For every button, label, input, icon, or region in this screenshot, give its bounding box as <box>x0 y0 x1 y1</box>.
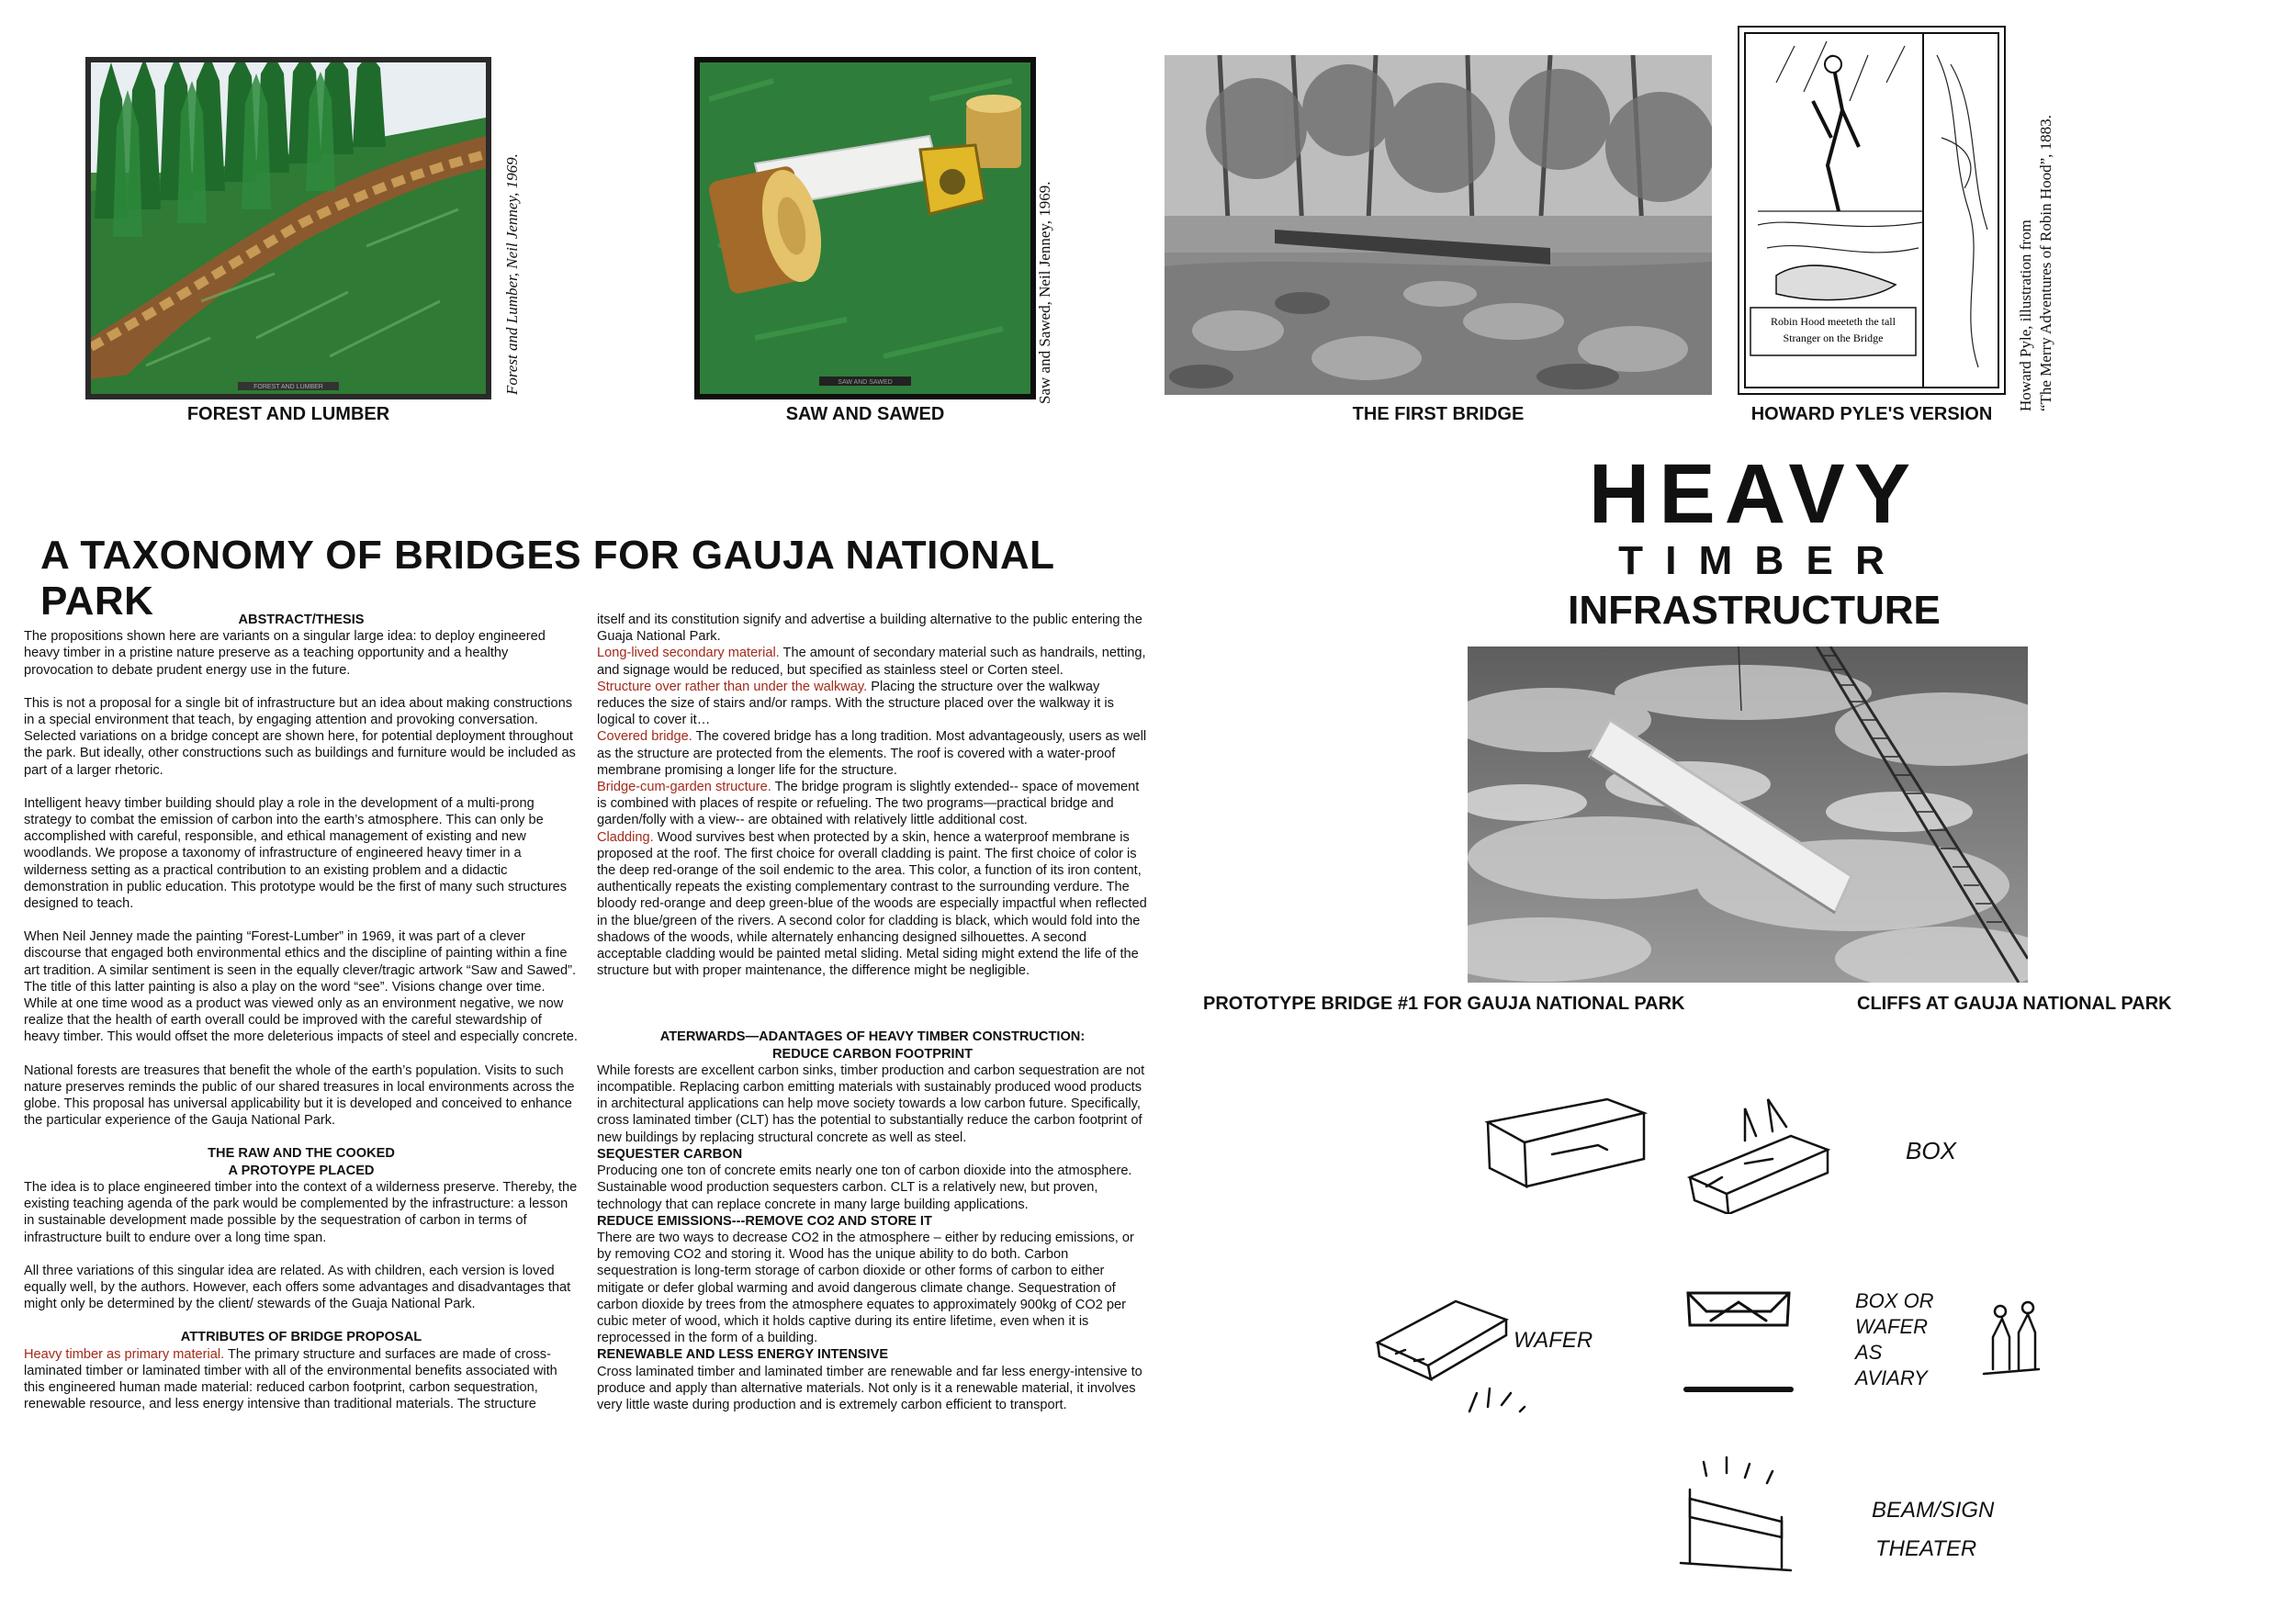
sketch-box <box>1469 1058 1965 1214</box>
prototype-paragraph-2: All three variations of this singular idea are related. As with children, each version is loved equally well, by the authors. However, each offers some advantages and disadvantages that might only be determined by the client/ stewards of the Guaja National Park. <box>24 1263 571 1312</box>
attribute-cladding: Cladding. Wood survives best when protected by a skin, hence a waterproof membrane is proposed at the roof. The first choice for overall cladding is paint. The first choice of color is the deep red-orange of the soil endemic to the area. This color, a function of its iron content, authentically repeats the existing complementary contrast to the surrounding verdure. The bloody red-orange and deep green-blue of the woods are especially impactful when reflected in the blue/green of the rivers. A second color for cladding is black, which would fold into the shadows of the woods, while alternately enhancing designed silhouettes. A second acceptable cladding would be painted metal sliding. Metal siding might extend the life of the structure but with proper maintenance, the difference might be negligible. <box>597 829 1147 979</box>
sequester-carbon-heading: SEQUESTER CARBON <box>597 1146 743 1162</box>
pyle-credit-line-1: Howard Pyle, illustration from <box>2017 219 2034 411</box>
cliffs-caption: CLIFFS AT GAUJA NATIONAL PARK <box>1857 994 2172 1014</box>
reduce-emissions-heading: REDUCE EMISSIONS---REMOVE CO2 AND STORE IT <box>597 1213 932 1229</box>
reduce-carbon-heading: REDUCE CARBON FOOTPRINT <box>771 1046 974 1062</box>
attribute-structure-over: Structure over rather than under the walkway. Placing the structure over the walkway reduces the size of stairs and/or ramps. With the structure placed over the walkway it is logical to cover it… <box>597 679 1114 728</box>
prototype-placed-heading: A PROTOYPE PLACED <box>228 1163 375 1178</box>
sketch-label-aviary-2: WAFER <box>1855 1315 1929 1338</box>
abstract-paragraph-1: The propositions shown here are variants on a singular large idea: to deploy engineered heavy timber in a pristine nature preserve as a teaching opportunity and a healthy provocation to debate prudent energy use in the future. <box>24 629 546 678</box>
abstract-paragraph-3: Intelligent heavy timber building should play a role in the development of a multi-prong strategy to combat the emission of carbon into the earth’s atmosphere. This can only be accomplished with careful, responsible, and ethical management of existing and new woodlands. We propose a taxonomy of infrastructure of engineered heavy timer in a wilderness setting as a practical contribution to an existing problem and a didactic demonstration in public education. This prototype would be the first of many such structures designed to teach. <box>24 795 568 912</box>
sketch-label-theater: THEATER <box>1875 1536 1977 1561</box>
sketch-label-aviary-4: AVIARY <box>1855 1366 1928 1389</box>
sketch-label-beam: BEAM/SIGN <box>1872 1498 1995 1523</box>
saw-and-sawed-painting <box>694 57 1036 399</box>
sketch-aviary-section <box>1670 1275 1807 1412</box>
pyle-credit-line-2: “The Merry Adventures of Robin Hood”, 1883. <box>2037 115 2054 411</box>
saw-and-sawed-caption: SAW AND SAWED <box>785 404 945 424</box>
raw-cooked-heading: THE RAW AND THE COOKED <box>208 1146 395 1162</box>
first-bridge-photo <box>1165 55 1712 395</box>
sketch-aviary <box>1846 1282 2066 1420</box>
abstract-paragraph-4: When Neil Jenney made the painting “Forest-Lumber” in 1969, it was part of a clever discourse that engaged both environmental ethics and the discipline of painting within a fine art tradition. A similar sentiment is seen in the equally clever/tragic artwork “Saw and Sawed”. The title of this latter painting is also a play on the word “see”. Visions change over time. While at one time wood as a product was viewed only as an environment negative, we now realize that the health of earth overall could be improved with the careful stewardship of heavy timber. This would offset the more deleterious impacts of steel and especially concrete. <box>24 929 578 1045</box>
forest-and-lumber-caption: FOREST AND LUMBER <box>186 404 390 424</box>
pyle-banner-line-1: Robin Hood meeteth the tall <box>1771 315 1896 328</box>
saw-plaque: SAW AND SAWED <box>838 379 893 386</box>
sequester-carbon-text: Producing one ton of concrete emits nearly one ton of carbon dioxide into the atmosphere. Sustainable wood production sequesters carbon. CLT is a relatively new, but proven, technology that can replace concrete in many large building applications. <box>597 1164 1132 1212</box>
abstract-paragraph-5: National forests are treasures that benefit the whole of the earth’s population. Visits to such nature preserves reminds the public of our shared treasures in local environments across the globe. This proposal has universal applicability but it is developed and conceived to enhance the particular experience of the Gauja National Park. <box>24 1062 575 1129</box>
sketch-label-aviary-3: AS <box>1855 1341 1883 1364</box>
attributes-paragraph-1: Heavy timber as primary material. The primary structure and surfaces are made of cross-laminated timber or laminated timber with all of the environmental benefits associated with this engineered human made material: reduced carbon footprint, carbon sequestration, renewable resource, and less energy intensive than traditional materials. The structure <box>24 1346 557 1412</box>
attributes-heading: ATTRIBUTES OF BRIDGE PROPOSAL <box>180 1330 422 1345</box>
renewable-heading: RENEWABLE AND LESS ENERGY INTENSIVE <box>597 1347 889 1363</box>
pyle-banner-line-2: Stranger on the Bridge <box>1783 332 1884 344</box>
attribute-heavy-timber: Heavy timber as primary material. <box>24 1346 225 1362</box>
howard-pyle-caption: HOWARD PYLE'S VERSION <box>1750 404 1993 424</box>
sketch-wafer <box>1368 1278 1644 1416</box>
brand-timber: T I M B E R <box>1618 538 1890 583</box>
forest-and-lumber-image <box>91 62 486 394</box>
sketch-label-wafer: WAFER <box>1514 1328 1593 1353</box>
prototype-paragraph-1: The idea is to place engineered timber into the context of a wilderness preserve. Thereby, the existing teaching agenda of the park would be complemented by the infrastructure: a lesson in sustainable development made possible by the sequestration of carbon in terms of infrastructure built to endure over a long time span. <box>24 1179 578 1245</box>
text-column-left <box>24 612 579 1429</box>
attribute-covered-bridge: Covered bridge. The covered bridge has a long tradition. Most advantageously, users as well as the structure are protected from the elements. The roof is covered with a water-proof membrane promising a longer life for the structure. <box>597 729 1147 778</box>
first-bridge-caption: THE FIRST BRIDGE <box>1352 404 1525 424</box>
howard-pyle-illustration <box>1738 26 2006 395</box>
page-title: A TAXONOMY OF BRIDGES FOR GAUJA NATIONAL PARK <box>40 533 1054 624</box>
attribute-bridge-garden: Bridge-cum-garden structure. The bridge program is slightly extended-- space of movement is combined with places of respite or refueling. The two programs—practical bridge and garden/folly with a view-- are obtained with relatively little additional cost. <box>597 780 1140 828</box>
forest-and-lumber-credit: Forest and Lumber, Neil Jenney, 1969. <box>503 153 521 395</box>
brand-heavy: HEAVY <box>1588 447 1920 541</box>
abstract-paragraph-2: This is not a proposal for a single bit of infrastructure but an idea about making constructions in a special environment that teach, by engaging attention and provoking conversation. Selected variations on a bridge concept are shown here, for potential deployment throughout the park. But ideally, other constructions such as buildings and furniture would be included as part of a larger rhetoric. <box>24 695 576 778</box>
saw-and-sawed-image <box>700 62 1030 394</box>
saw-and-sawed-credit: Saw and Sawed, Neil Jenney, 1969. <box>1036 181 1053 404</box>
attributes-continued: itself and its constitution signify and advertise a building alternative to the public entering the Guaja National Park. <box>597 613 1142 645</box>
forest-and-lumber-painting <box>85 57 491 399</box>
prototype-bridge-photo <box>1468 646 2028 983</box>
brand-infrastructure: INFRASTRUCTURE <box>1568 588 1941 633</box>
forest-plaque: FOREST AND LUMBER <box>253 384 323 390</box>
sketch-label-box: BOX <box>1906 1137 1956 1164</box>
text-column-middle <box>597 612 1148 1413</box>
afterwards-heading: ATERWARDS—ADANTAGES OF HEAVY TIMBER CONSTRUCTION: <box>659 1029 1086 1045</box>
reduce-emissions-text: There are two ways to decrease CO2 in the atmosphere – either by reducing emissions, or by removing CO2 and storing it. Wood has the unique ability to do both. Carbon sequestration is long-term storage of carbon dioxide or other forms of carbon to either mitigate or defer global warming and avoid dangerous climate change. Sequestration of carbon dioxide by trees from the atmosphere equates to approximately 900kg of CO2 per cubic meter of wood, which it holds captive during its entire lifetime, even when it is reprocessed in the form of a building. <box>597 1230 1134 1346</box>
attribute-secondary-material: Long-lived secondary material. The amount of secondary material such as handrails, netting, and signage would be reduced, but specified as stainless steel or Corten steel. <box>597 646 1146 678</box>
prototype-caption: PROTOTYPE BRIDGE #1 FOR GAUJA NATIONAL PARK <box>1203 994 1685 1014</box>
sketch-label-aviary-1: BOX OR <box>1855 1289 1934 1312</box>
abstract-heading: ABSTRACT/THESIS <box>238 613 365 627</box>
sketch-beam-sign <box>1653 1453 2039 1591</box>
renewable-text: Cross laminated timber and laminated timber are renewable and far less energy-intensive to produce and apply than alternative materials. Not only is it a renewable material, it involves very little waste during production and is extremely carbon efficient to transport. <box>597 1364 1142 1412</box>
reduce-carbon-text: While forests are excellent carbon sinks, timber production and carbon sequestration are not incompatible. Replacing carbon emitting materials with sustainably produced wood products in architectural applications can help move society towards a low carbon future. Specifically, cross laminated timber (CLT) has the potential to substantially reduce the carbon footprint of new buildings by replacing structural concrete as well as steel. <box>597 1062 1145 1145</box>
